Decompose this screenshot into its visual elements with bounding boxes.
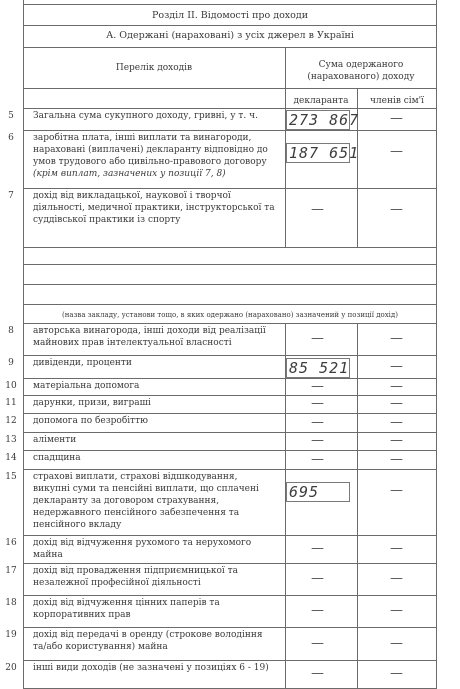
row-number: 16 [5,538,17,548]
declarant-amount: — [311,666,324,681]
declarant-amount: — [311,603,324,618]
family-amount: — [390,378,403,394]
row-label-line: майна [33,550,63,560]
row-label-line: інші види доходів (не зазначені у позиціях 6 - 19) [33,663,269,673]
family-amount: — [390,635,403,651]
row-number: 11 [5,398,17,408]
family-amount: — [390,358,403,374]
declarant-amount: 695 [289,483,320,501]
declarant-amount: — [311,331,324,346]
row-divider [23,25,437,26]
declarant-amount: — [311,635,324,651]
row-label-line: Загальна сума сукупного доходу, гривні, у т. ч. [33,111,258,121]
amount-header-line1: Сума одержаного [318,60,404,70]
row-divider [23,108,437,109]
declarant-amount: — [311,541,324,556]
row-label-line: корпоративних прав [33,610,131,620]
row-divider [23,188,437,189]
list-column-header: Перелік доходів [115,63,193,73]
declarant-amount: — [311,202,324,217]
amount-box [286,482,350,502]
row-label-line: спадщина [33,453,81,463]
declarant-amount: 85 521 [289,358,350,377]
row-label-line: аліменти [33,435,77,445]
family-amount: — [390,451,403,467]
row-divider [23,378,437,379]
row-number: 18 [5,598,17,608]
family-amount: — [390,396,403,411]
declarant-amount: — [311,378,324,394]
row-label-line: дохід від відчуження цінних паперів та [33,598,220,608]
row-number: 7 [8,191,14,201]
family-amount: — [390,483,403,498]
row-divider [23,660,437,661]
row-number: 12 [5,416,17,426]
declarant-amount: — [311,571,324,586]
row-divider [23,47,437,48]
family-amount: — [390,414,403,430]
row-divider [23,247,437,248]
institution-note: (назва закладу, установи тощо, в яких одержано (нараховано) зазначений у позиції дохід) [62,311,398,319]
amount-box [286,143,350,163]
declarant-amount: 273 867 [289,111,360,129]
row-label-line: пенсійного вкладу [33,520,122,530]
row-divider [23,595,437,596]
row-number: 19 [5,630,17,640]
subsection-title: А. Одержані (нараховані) з усіх джерел в Україні [106,30,354,41]
row-divider [23,355,437,356]
row-number: 10 [5,381,17,391]
family-column-header: членів сім'ї [369,96,425,106]
row-label-line: декларанту за договором страхування, [33,496,220,506]
family-amount: — [390,571,403,586]
row-divider [23,130,437,131]
declarant-amount: — [311,451,324,467]
family-amount: — [390,331,403,346]
row-label-line: дохід від викладацької, наукової і творчої [33,191,231,201]
row-number: 9 [8,358,14,368]
row-label-line: дивіденди, проценти [33,358,132,368]
row-label-line: авторська винагорода, інші доходи від реалізації [33,326,266,336]
row-label-line: дарунки, призи, виграші [33,398,151,408]
row-label-line: допомога по безробіттю [33,416,148,426]
family-amount: — [390,111,403,126]
row-divider [23,563,437,564]
row-divider [23,469,437,470]
row-divider [23,413,437,414]
row-label-line: та/або користування) майна [33,642,168,652]
row-label-line: заробітна плата, інші виплати та винагороди, [33,133,252,143]
row-divider [23,4,437,5]
amount-box [286,358,350,378]
family-amount: — [390,603,403,618]
row-label-line: нараховані (виплачені) декларанту відповідно до [33,145,268,155]
row-divider [23,395,437,396]
row-label-line: недержавного пенсійного забезпечення та [33,508,240,518]
row-divider [23,627,437,628]
declarant-amount: — [311,414,324,430]
row-number: 8 [8,326,14,336]
row-divider [23,284,437,285]
family-amount: — [390,144,403,159]
row-number: 13 [5,435,17,445]
row-label-line: діяльності, медичної практики, інструкторської та [33,203,275,213]
family-amount: — [390,433,403,448]
row-label-line: суддівської практики із спорту [33,215,181,225]
row-label-line: дохід від відчуження рухомого та нерухомого [33,538,252,548]
family-amount: — [390,202,403,217]
row-label-line: страхові виплати, страхові відшкодування, [33,472,238,482]
row-label-line: майнових прав інтелектуальної власності [33,338,232,348]
row-label-line: викупні суми та пенсійні виплати, що сплачені [33,484,259,494]
row-divider [23,304,437,305]
declarant-column-header: декларанта [293,96,349,106]
declarant-amount: — [311,396,324,411]
row-number: 15 [5,472,17,482]
declarant-amount: — [311,433,324,448]
row-number: 6 [8,133,14,143]
declarant-amount: 187 651 [289,144,360,162]
row-label-line: незалежної професійної діяльності [33,578,201,588]
row-number: 5 [8,111,14,121]
row-label-line: (крім виплат, зазначених у позиції 7, 8) [33,169,226,179]
amount-header-line2: (нарахованого) доходу [307,72,415,82]
amount-box [286,110,350,130]
row-divider [23,432,437,433]
family-amount: — [390,666,403,681]
row-number: 17 [5,566,17,576]
row-divider [23,450,437,451]
row-label-line: дохід від провадження підприємницької та [33,566,238,576]
row-divider [23,535,437,536]
section-title: Розділ II. Відомості про доходи [151,10,309,21]
row-label-line: дохід від передачі в оренду (строкове володіння [33,630,263,640]
row-divider [23,264,437,265]
row-number: 20 [5,663,17,673]
row-divider [23,323,437,324]
family-amount: — [390,541,403,556]
row-number: 14 [5,453,17,463]
row-label-line: умов трудового або цивільно-правового договору [33,157,267,167]
row-label-line: матеріальна допомога [33,381,140,391]
row-divider [23,88,437,89]
